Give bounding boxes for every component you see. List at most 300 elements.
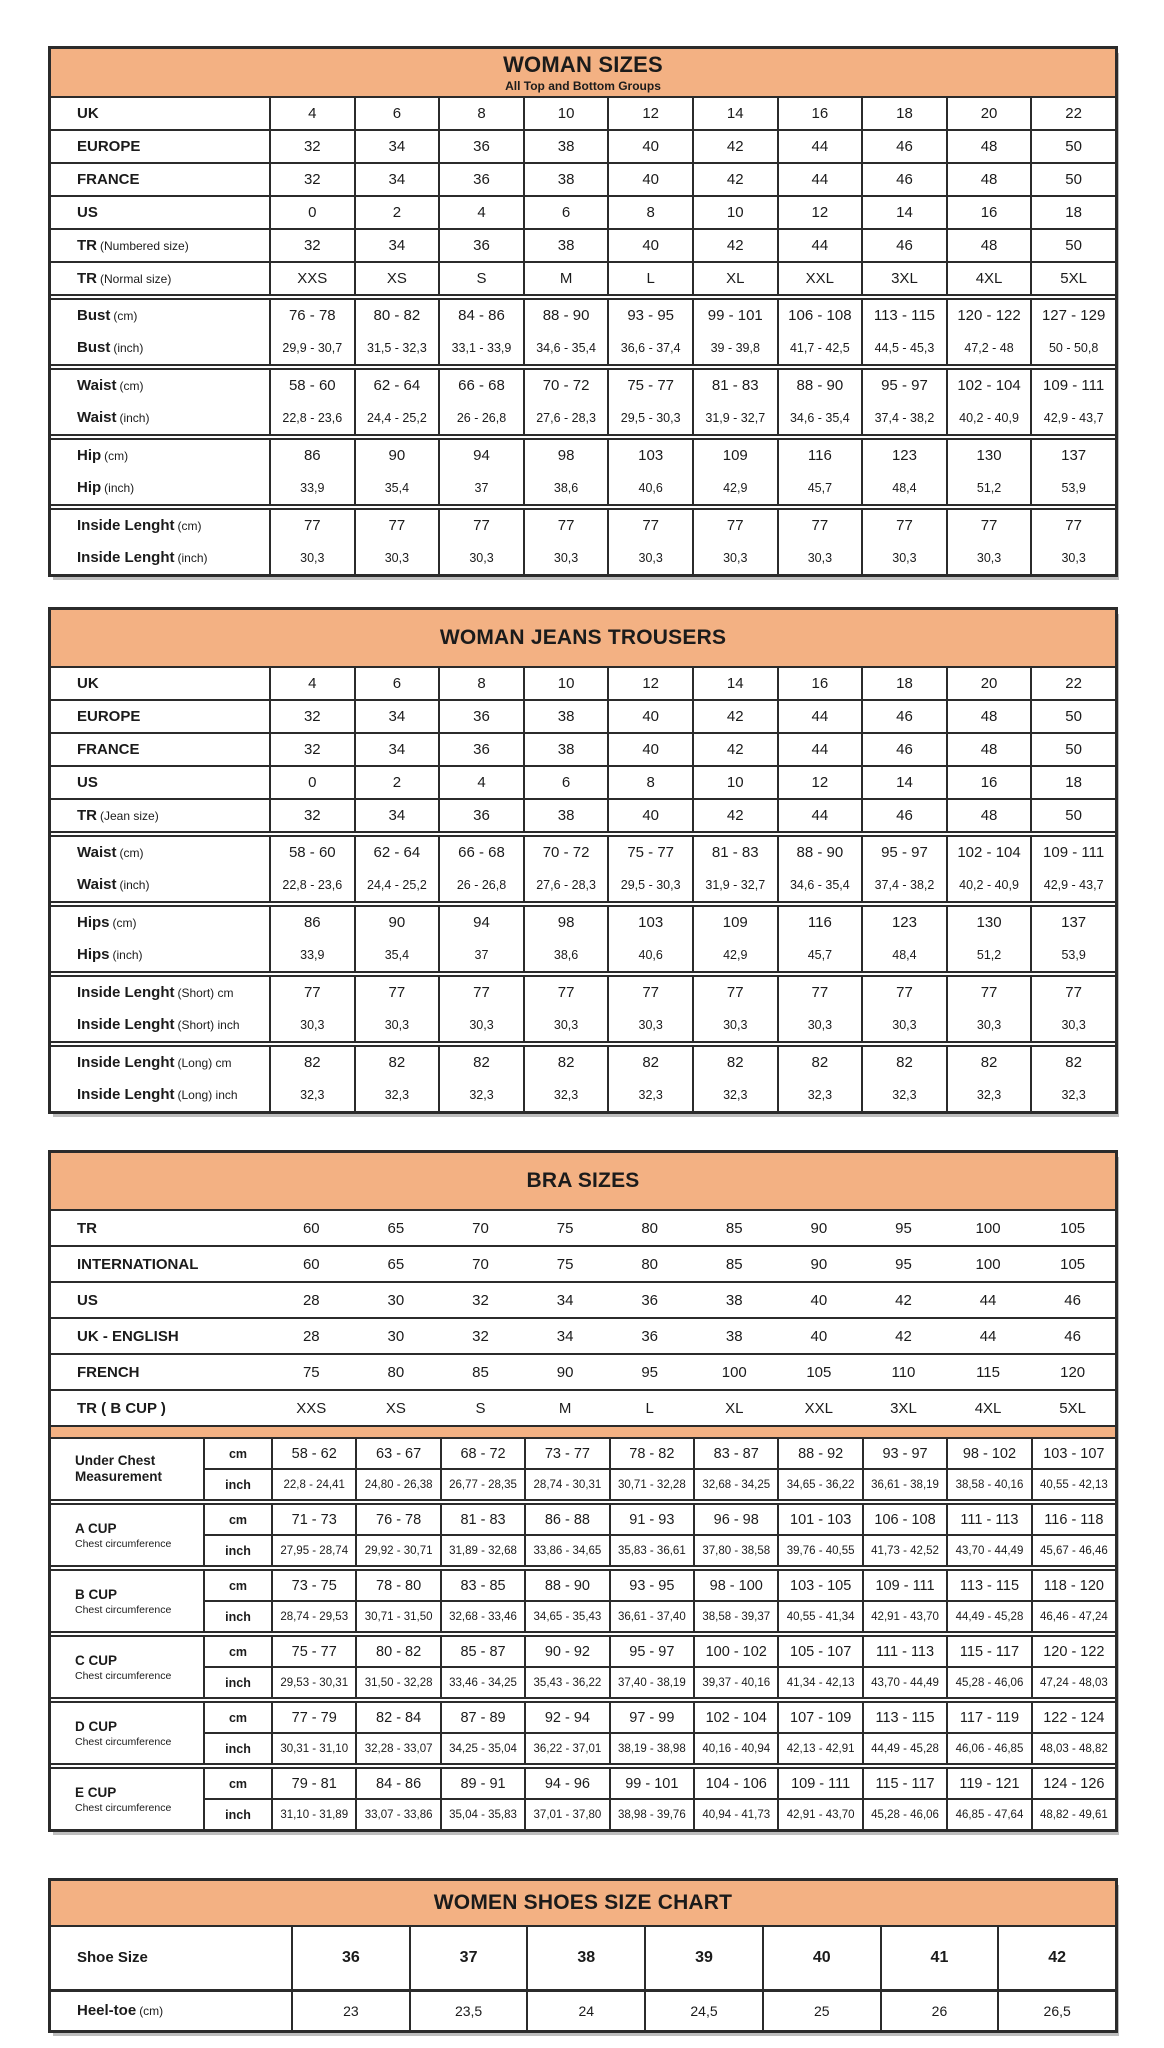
woman-sizes-table: [48, 46, 1118, 577]
size-value: 30,3: [976, 551, 1002, 565]
size-cell: [692, 1047, 777, 1111]
size-value: 65: [387, 1219, 405, 1237]
size-value: 26,77 - 28,35: [440, 1470, 524, 1499]
size-value: 41,7 - 42,5: [789, 341, 850, 355]
size-cell: [523, 98, 608, 129]
size-value: M: [559, 270, 573, 287]
size-value: 46: [1064, 1327, 1081, 1345]
size-value: 31,9 - 32,7: [705, 411, 766, 425]
size-value: 5XL: [1059, 1399, 1086, 1417]
size-cell: [1030, 164, 1115, 195]
table-row-pair: [51, 901, 1115, 971]
size-value: 30,3: [384, 1018, 410, 1032]
size-value: 30,31 - 31,10: [271, 1734, 355, 1763]
cup-name: Under Chest: [75, 1453, 156, 1468]
size-value: 16: [980, 774, 998, 791]
size-value: 5XL: [1060, 270, 1087, 287]
size-value: 34,6 - 35,4: [789, 411, 850, 425]
row-label-line: [77, 668, 269, 699]
size-value: 32,3: [807, 1088, 833, 1102]
size-value: 32,3: [723, 1088, 748, 1102]
size-value: 83 - 87: [693, 1439, 777, 1468]
size-value: 35,04 - 35,83: [440, 1800, 524, 1829]
size-value: 40: [642, 237, 660, 254]
row-label-note: (inch): [119, 878, 150, 892]
row-label-line: [77, 230, 269, 262]
size-value: 73 - 75: [271, 1571, 355, 1600]
row-label-line: [77, 402, 269, 434]
size-value: 111 - 113: [946, 1505, 1030, 1534]
size-cell: [692, 263, 777, 294]
cup-group: [51, 1697, 1115, 1763]
size-value: 38,19 - 38,98: [609, 1734, 693, 1763]
size-value: 38: [725, 1291, 743, 1309]
size-value: 85: [725, 1219, 743, 1237]
size-value: 22,8 - 23,6: [282, 878, 343, 892]
size-cell: [438, 734, 523, 765]
size-value: 33,86 - 34,65: [524, 1536, 608, 1565]
woman-sizes-body: [51, 98, 1115, 574]
size-value: 22,8 - 24,41: [271, 1470, 355, 1499]
table-row: [51, 228, 1115, 261]
table-row-pair: [51, 1041, 1115, 1111]
row-label-note: (cm): [119, 846, 144, 860]
size-value: 70: [472, 1255, 489, 1273]
size-value: 86 - 88: [524, 1505, 608, 1534]
size-cell: [1030, 701, 1115, 732]
size-cell: [269, 734, 354, 765]
size-value: 44: [811, 807, 829, 824]
row-label: [51, 977, 269, 1041]
size-value: 6: [561, 204, 571, 221]
size-value: 60: [302, 1255, 320, 1273]
cup-rows: [203, 1505, 1115, 1565]
size-value: XS: [385, 1399, 406, 1417]
table-row: [51, 261, 1115, 294]
size-cell: [692, 370, 777, 434]
size-value: 81 - 83: [711, 844, 759, 861]
size-value: 29,92 - 30,71: [355, 1536, 439, 1565]
size-value: 109 - 111: [1043, 844, 1105, 861]
size-cell: [523, 907, 608, 971]
size-value: 36: [641, 1291, 659, 1309]
size-value: 30: [387, 1327, 405, 1345]
size-value: 81 - 83: [440, 1505, 524, 1534]
size-value: 36: [473, 741, 490, 758]
size-value: 36: [473, 138, 490, 155]
size-value: 98 - 100: [693, 1571, 777, 1600]
size-value: 28,74 - 29,53: [271, 1602, 355, 1631]
size-cell: [438, 977, 523, 1041]
size-value: 14: [896, 774, 913, 791]
size-cell: [861, 800, 946, 831]
size-value: 38: [526, 1927, 644, 1989]
size-value: 24: [526, 1992, 644, 2030]
size-cell: [354, 300, 439, 364]
size-value: 77: [726, 984, 744, 1001]
size-cell: [1030, 734, 1115, 765]
size-value: 4: [477, 774, 486, 791]
row-label-note: (cm): [104, 449, 129, 463]
size-value: 105: [1060, 1255, 1086, 1273]
size-value: 102 - 104: [957, 844, 1021, 861]
size-value: 32,3: [300, 1088, 325, 1102]
size-cell: [692, 767, 777, 798]
size-value: 40: [642, 138, 660, 155]
size-value: 48: [980, 171, 998, 188]
size-value: 80: [641, 1255, 659, 1273]
size-value: 94: [473, 914, 490, 931]
size-value: 50: [1065, 807, 1082, 824]
size-value: 77: [726, 517, 744, 534]
row-label: [51, 800, 269, 831]
row-label-line: [77, 1009, 269, 1041]
size-value: 77: [980, 517, 998, 534]
size-value: 116: [807, 914, 832, 931]
cup-name: D CUP: [75, 1718, 118, 1734]
row-label-note: (Numbered size): [100, 239, 189, 253]
size-value: 93 - 95: [627, 307, 675, 324]
size-value: 63 - 67: [355, 1439, 439, 1468]
size-value: 30,3: [638, 551, 663, 565]
size-value: 40,55 - 42,13: [1031, 1470, 1115, 1499]
size-value: 22,8 - 23,6: [282, 411, 343, 425]
shoes-body: [51, 1927, 1115, 2030]
size-value: 18: [896, 675, 913, 692]
size-cell: [354, 800, 439, 831]
size-cell: [777, 263, 862, 294]
cup-row: [203, 1637, 1115, 1666]
size-value: 60: [302, 1219, 320, 1237]
size-value: 36,22 - 37,01: [524, 1734, 608, 1763]
row-label-text: TR: [77, 237, 97, 254]
size-value: 77: [303, 517, 321, 534]
cup-rows: [203, 1637, 1115, 1697]
size-value: 103 - 105: [777, 1571, 861, 1600]
size-value: 34,6 - 35,4: [789, 878, 850, 892]
cup-row: [203, 1468, 1115, 1499]
cup-label: [51, 1505, 203, 1565]
row-label: [51, 197, 269, 228]
size-value: 40,2 - 40,9: [959, 411, 1019, 425]
size-cell: [946, 300, 1031, 364]
size-value: 82: [557, 1054, 575, 1071]
size-value: 35,4: [384, 948, 410, 962]
size-value: 116 - 118: [1031, 1505, 1115, 1534]
woman-sizes-header: [51, 49, 1115, 98]
row-label-text: TR: [77, 270, 97, 287]
size-value: 30,3: [1061, 551, 1086, 565]
size-cell: [861, 701, 946, 732]
size-cell: [946, 197, 1031, 228]
size-value: 44,49 - 45,28: [862, 1734, 946, 1763]
size-cell: [607, 977, 692, 1041]
cup-rows: [203, 1571, 1115, 1631]
size-value: 44: [811, 237, 829, 254]
woman-sizes-subtitle: All Top and Bottom Groups: [505, 79, 661, 93]
size-value: 66 - 68: [458, 377, 505, 394]
size-value: 82: [980, 1054, 998, 1071]
size-chart-sheet: [48, 46, 1118, 2033]
size-value: 22: [1065, 105, 1082, 122]
size-value: 95: [641, 1363, 659, 1381]
size-value: 43,70 - 44,49: [946, 1536, 1030, 1565]
size-cell: [607, 131, 692, 162]
size-cell: [861, 907, 946, 971]
size-value: 10: [557, 105, 575, 122]
size-value: 40: [642, 171, 660, 188]
cup-subtitle: Chest circumference: [75, 1603, 172, 1616]
size-value: 90: [556, 1363, 574, 1381]
row-label-note: (inch): [104, 481, 135, 495]
size-value: 38,6: [553, 481, 579, 495]
table-row: [51, 732, 1115, 765]
size-value: 36: [473, 171, 490, 188]
size-value: XXS: [296, 1399, 327, 1417]
size-cell: [946, 510, 1031, 574]
size-value: 80: [387, 1363, 405, 1381]
size-value: 82: [811, 1054, 829, 1071]
row-label: [51, 734, 269, 765]
size-cell: [692, 701, 777, 732]
size-cell: [861, 1047, 946, 1111]
size-value: 40: [642, 741, 660, 758]
row-label-text: UK: [77, 105, 99, 122]
size-value: 30,3: [638, 1018, 663, 1032]
size-value: 34: [388, 708, 406, 725]
row-label: UK - ENGLISH: [77, 1327, 179, 1345]
size-value: 86: [303, 447, 321, 464]
size-value: 120 - 122: [1031, 1637, 1115, 1666]
size-value: 78 - 80: [355, 1571, 439, 1600]
size-cell: [523, 734, 608, 765]
cup-row: [203, 1571, 1115, 1600]
size-value: 23: [291, 1992, 409, 2030]
row-label-note: (inch): [112, 948, 143, 962]
size-value: 42,91 - 43,70: [777, 1800, 861, 1829]
size-value: 46: [896, 237, 913, 254]
size-value: 29,5 - 30,3: [620, 411, 681, 425]
size-cell: [354, 98, 439, 129]
size-value: 40: [642, 708, 660, 725]
size-cell: [354, 701, 439, 732]
cup-row: [203, 1703, 1115, 1732]
size-cell: [607, 197, 692, 228]
row-label: [51, 1992, 291, 2030]
size-cell: [607, 668, 692, 699]
table-row: [51, 162, 1115, 195]
size-value: 82: [896, 1054, 913, 1071]
bra-conversion-row: [51, 1281, 1115, 1317]
size-value: 44,5 - 45,3: [874, 341, 935, 355]
row-label: US: [77, 1291, 98, 1309]
size-cell: [269, 370, 354, 434]
size-value: 30,3: [892, 1018, 917, 1032]
size-value: 75 - 77: [271, 1637, 355, 1666]
size-value: 38,58 - 40,16: [946, 1470, 1030, 1499]
bra-sizes-header: [51, 1153, 1115, 1211]
size-cell: [861, 668, 946, 699]
size-cell: [438, 1047, 523, 1111]
cup-row: [203, 1666, 1115, 1697]
size-value: 33,9: [300, 481, 325, 495]
size-value: 42,9: [723, 948, 748, 962]
row-label-note: (Long) cm: [177, 1056, 232, 1070]
size-value: 94: [473, 447, 490, 464]
row-label-line: [77, 510, 269, 542]
size-value: 32,3: [553, 1088, 579, 1102]
size-value: 28,74 - 30,31: [524, 1470, 608, 1499]
size-value: 58 - 60: [288, 377, 336, 394]
size-value: XS: [386, 270, 407, 287]
table-row: [51, 1989, 1115, 2030]
cup-label: [51, 1637, 203, 1697]
size-value: 24,4 - 25,2: [367, 878, 427, 892]
size-value: 14: [896, 204, 913, 221]
size-value: 10: [726, 204, 744, 221]
cup-name: B CUP: [75, 1586, 118, 1602]
size-value: 51,2: [976, 481, 1002, 495]
row-label-note: (Normal size): [100, 272, 172, 286]
bra-conversion-rows: [51, 1211, 1115, 1425]
size-cell: [523, 800, 608, 831]
row-label-line: [77, 440, 269, 472]
size-cell: [523, 977, 608, 1041]
row-label: FRENCH: [77, 1363, 140, 1381]
row-label-text: Inside Lenght: [77, 984, 175, 1001]
size-value: 51,2: [976, 948, 1002, 962]
size-value: 50: [1065, 138, 1082, 155]
size-value: 111 - 113: [862, 1637, 946, 1666]
size-value: 71 - 73: [271, 1505, 355, 1534]
size-value: 97 - 99: [609, 1703, 693, 1732]
unit-label: cm: [203, 1571, 271, 1600]
size-value: 47,2 - 48: [964, 341, 1014, 355]
size-value: 4: [308, 675, 317, 692]
size-value: 68 - 72: [440, 1439, 524, 1468]
size-value: 92 - 94: [524, 1703, 608, 1732]
size-cell: [269, 701, 354, 732]
size-value: 109 - 111: [862, 1571, 946, 1600]
size-value: 94 - 96: [524, 1769, 608, 1798]
size-value: 123: [891, 914, 917, 931]
size-value: 103 - 107: [1031, 1439, 1115, 1468]
size-value: 91 - 93: [609, 1505, 693, 1534]
size-value: 42: [895, 1327, 912, 1345]
size-value: 20: [980, 675, 998, 692]
size-value: 98: [557, 914, 575, 931]
size-value: 38,6: [553, 948, 579, 962]
size-value: 34,65 - 35,43: [524, 1602, 608, 1631]
size-cell: [946, 1047, 1031, 1111]
size-value: 42,9: [723, 481, 748, 495]
size-value: 30,3: [976, 1018, 1002, 1032]
size-value: 30,3: [469, 1018, 494, 1032]
size-cell: [269, 230, 354, 261]
jeans-trousers-header: [51, 610, 1115, 668]
size-cell: [861, 510, 946, 574]
size-value: 42: [997, 1927, 1115, 1989]
size-value: 77: [642, 984, 660, 1001]
size-value: 38,98 - 39,76: [609, 1800, 693, 1829]
size-value: 34,6 - 35,4: [536, 341, 596, 355]
size-value: 46,06 - 46,85: [946, 1734, 1030, 1763]
size-value: 44: [811, 171, 829, 188]
size-value: 113 - 115: [946, 1571, 1030, 1600]
size-cell: [946, 701, 1031, 732]
cup-subtitle: Chest circumference: [75, 1801, 172, 1814]
size-value: 62 - 64: [373, 844, 421, 861]
size-cell: [438, 907, 523, 971]
size-cell: [861, 230, 946, 261]
size-cell: [1030, 800, 1115, 831]
size-value: 37: [474, 481, 489, 495]
size-value: 98 - 102: [946, 1439, 1030, 1468]
row-label-note: (cm): [112, 916, 137, 930]
size-value: 65: [387, 1255, 405, 1273]
size-value: XXS: [297, 270, 328, 287]
size-cell: [1030, 370, 1115, 434]
size-value: 36,61 - 38,19: [862, 1470, 946, 1499]
size-value: 26: [880, 1992, 998, 2030]
size-value: 4: [477, 204, 486, 221]
size-value: 46: [896, 708, 913, 725]
table-row: [51, 765, 1115, 798]
size-value: 104 - 106: [693, 1769, 777, 1798]
size-cell: [438, 263, 523, 294]
size-value: 4XL: [974, 1399, 1002, 1417]
size-value: 42: [895, 1291, 912, 1309]
size-value: 12: [642, 105, 660, 122]
size-cell: [692, 131, 777, 162]
row-label-line: [77, 370, 269, 402]
size-value: 34,25 - 35,04: [440, 1734, 524, 1763]
size-value: 103: [638, 914, 664, 931]
size-value: 44: [811, 138, 829, 155]
row-label: [51, 668, 269, 699]
size-value: L: [646, 270, 655, 287]
size-cell: [607, 230, 692, 261]
size-value: 45,7: [807, 948, 833, 962]
size-value: 50: [1065, 171, 1082, 188]
bra-conversion-row: [51, 1317, 1115, 1353]
size-value: 34: [388, 741, 406, 758]
size-cell: [946, 837, 1031, 901]
cup-row: [203, 1798, 1115, 1829]
size-cell: [269, 197, 354, 228]
size-cell: [946, 98, 1031, 129]
row-label-text: Hip: [77, 447, 102, 464]
size-value: 88 - 90: [524, 1571, 608, 1600]
size-value: 30,3: [300, 1018, 325, 1032]
row-label-text: Waist: [77, 409, 117, 426]
row-label-line: [77, 907, 269, 939]
row-label-line: [77, 542, 269, 574]
size-value: 18: [1065, 774, 1082, 791]
size-value: M: [558, 1399, 572, 1417]
size-cell: [607, 440, 692, 504]
size-value: 12: [811, 204, 829, 221]
size-value: 36: [473, 807, 490, 824]
unit-label: inch: [203, 1602, 271, 1631]
size-value: 90 - 92: [524, 1637, 608, 1666]
unit-label: cm: [203, 1439, 271, 1468]
size-cell: [1030, 767, 1115, 798]
size-value: 48: [980, 741, 998, 758]
row-label-line: [77, 1079, 269, 1111]
row-label: [51, 510, 269, 574]
cup-row: [203, 1534, 1115, 1565]
